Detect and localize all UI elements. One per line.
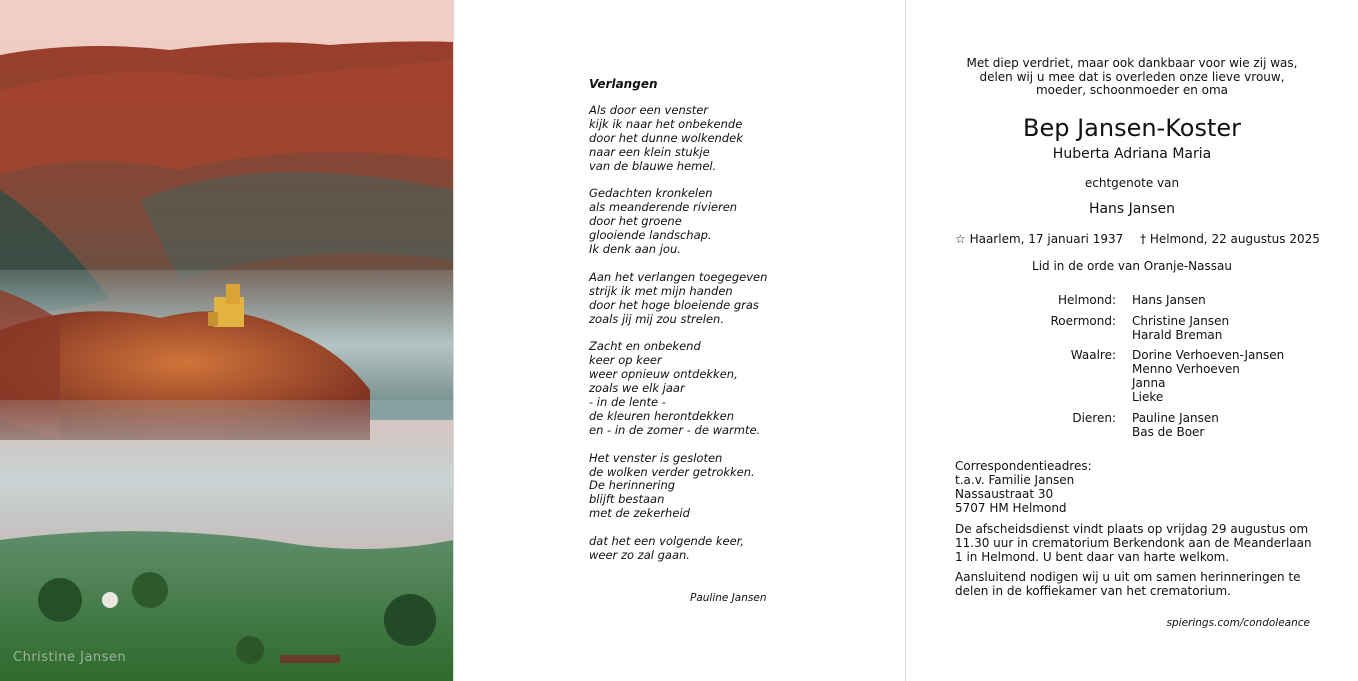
poem-line: zoals we elk jaar [589,381,685,396]
poem-line: Aan het verlangen toegegeven [589,269,768,284]
family-member: Dorine Verhoeven-Jansen [1132,348,1285,362]
intro-line: delen wij u mee dat is overleden onze lieve vrouw, [979,69,1285,84]
family-member: Pauline Jansen [1132,411,1219,425]
poem-line: Ik denk aan jou. [589,242,681,257]
poem-title: Verlangen [589,77,658,91]
service-details: De afscheidsdienst vindt plaats op vrijdag 29 augustus om 11.30 uur in crematorium Berkendonk aan de Meanderlaan 1 in Helmond. U bent daar van harte welkom. [955,522,1312,564]
landscape-photo [0,0,453,681]
poem-line: weer zo zal gaan. [589,547,690,562]
poem-line: - in de lente - [589,394,666,409]
poem-line: en - in de zomer - de warmte. [589,422,761,437]
poem-stanza [589,104,767,174]
poem-author: Pauline Jansen [690,592,767,604]
poem-stanza [589,187,767,257]
honor-text: Lid in de orde van Oranje-Nassau [1032,259,1232,273]
poem-line: keer op keer [589,353,662,368]
photo-credit: Christine Jansen [13,650,127,665]
family-member: Harald Breman [1132,328,1223,342]
given-names: Huberta Adriana Maria [1052,146,1212,162]
intro-line: Met diep verdriet, maar ook dankbaar voor wie zij was, [966,56,1298,70]
family-member: Bas de Boer [1132,425,1205,439]
poem-line: naar een klein stukje [589,144,710,159]
poem-line: strijk ik met mijn handen [589,283,733,298]
address-line: 5707 HM Helmond [955,501,1067,515]
poem-line: dat het een volgende keer, [589,534,745,549]
poem-line: als meanderende rivieren [589,200,738,215]
poem-stanza [589,271,767,327]
poem-line: glooiende landschap. [589,228,712,243]
poem-line: Zacht en onbekend [589,339,701,354]
spouse-label: echtgenote van [1084,176,1180,190]
poem-line: van de blauwe hemel. [589,158,717,173]
deceased-name: Bep Jansen-Koster [1022,114,1241,142]
announcement-panel [906,0,1358,681]
family-place: Helmond: [1057,293,1116,307]
poem-line: de kleuren herontdekken [589,408,734,423]
family-member: Hans Jansen [1132,293,1206,307]
poem-line: Als door een venster [589,103,709,117]
intro-text [906,57,1358,98]
poem-line: blijft bestaan [589,492,665,507]
poem-line: weer opnieuw ontdekken, [589,367,738,382]
poem-line: de wolken verder getrokken. [589,464,755,479]
address-line: t.a.v. Familie Jansen [955,473,1075,487]
correspondence-address [955,459,1092,515]
family-member: Lieke [1132,390,1164,404]
death-info: † Helmond, 22 augustus 2025 [1140,232,1320,246]
family-names [1132,314,1229,342]
condolence-link[interactable]: spierings.com/condoleance [1166,617,1310,629]
reception-details: Aansluitend nodigen wij u uit om samen herinneringen te delen in de koffiekamer van het crematorium. [955,570,1301,598]
poem-line: zoals jij mij zou strelen. [589,311,724,326]
family-names [1132,293,1206,307]
poem-line: door het hoge bloeiende gras [589,297,759,312]
intro-line: moeder, schoonmoeder en oma [1035,83,1229,98]
family-place: Dieren: [1072,411,1116,425]
poem-text [589,104,767,577]
poem-stanza [589,535,767,563]
poem-panel [454,0,905,681]
poem-stanza [589,340,767,437]
poem-line: door het dunne wolkendek [589,130,743,145]
poem-line: De herinnering [589,478,676,493]
family-names [1132,411,1219,439]
family-place: Roermond: [1050,314,1116,328]
family-member: Christine Jansen [1132,314,1230,328]
address-line: Correspondentieadres: [955,459,1092,473]
family-member: Janna [1132,376,1166,390]
family-names [1132,348,1284,404]
address-line: Nassaustraat 30 [955,487,1054,501]
spouse-name: Hans Jansen [1088,201,1176,217]
poem-line: door het groene [589,214,682,229]
poem-line: kijk ik naar het onbekende [589,116,743,131]
poem-line: met de zekerheid [589,506,690,521]
poem-line: Het venster is gesloten [589,450,723,465]
family-member: Menno Verhoeven [1132,362,1240,376]
family-place: Waalre: [1070,348,1116,362]
poem-stanza [589,452,767,522]
birth-info: ☆ Haarlem, 17 januari 1937 [955,232,1124,246]
poem-line: Gedachten kronkelen [589,186,713,201]
autumn-hills-castle-image [0,0,453,681]
